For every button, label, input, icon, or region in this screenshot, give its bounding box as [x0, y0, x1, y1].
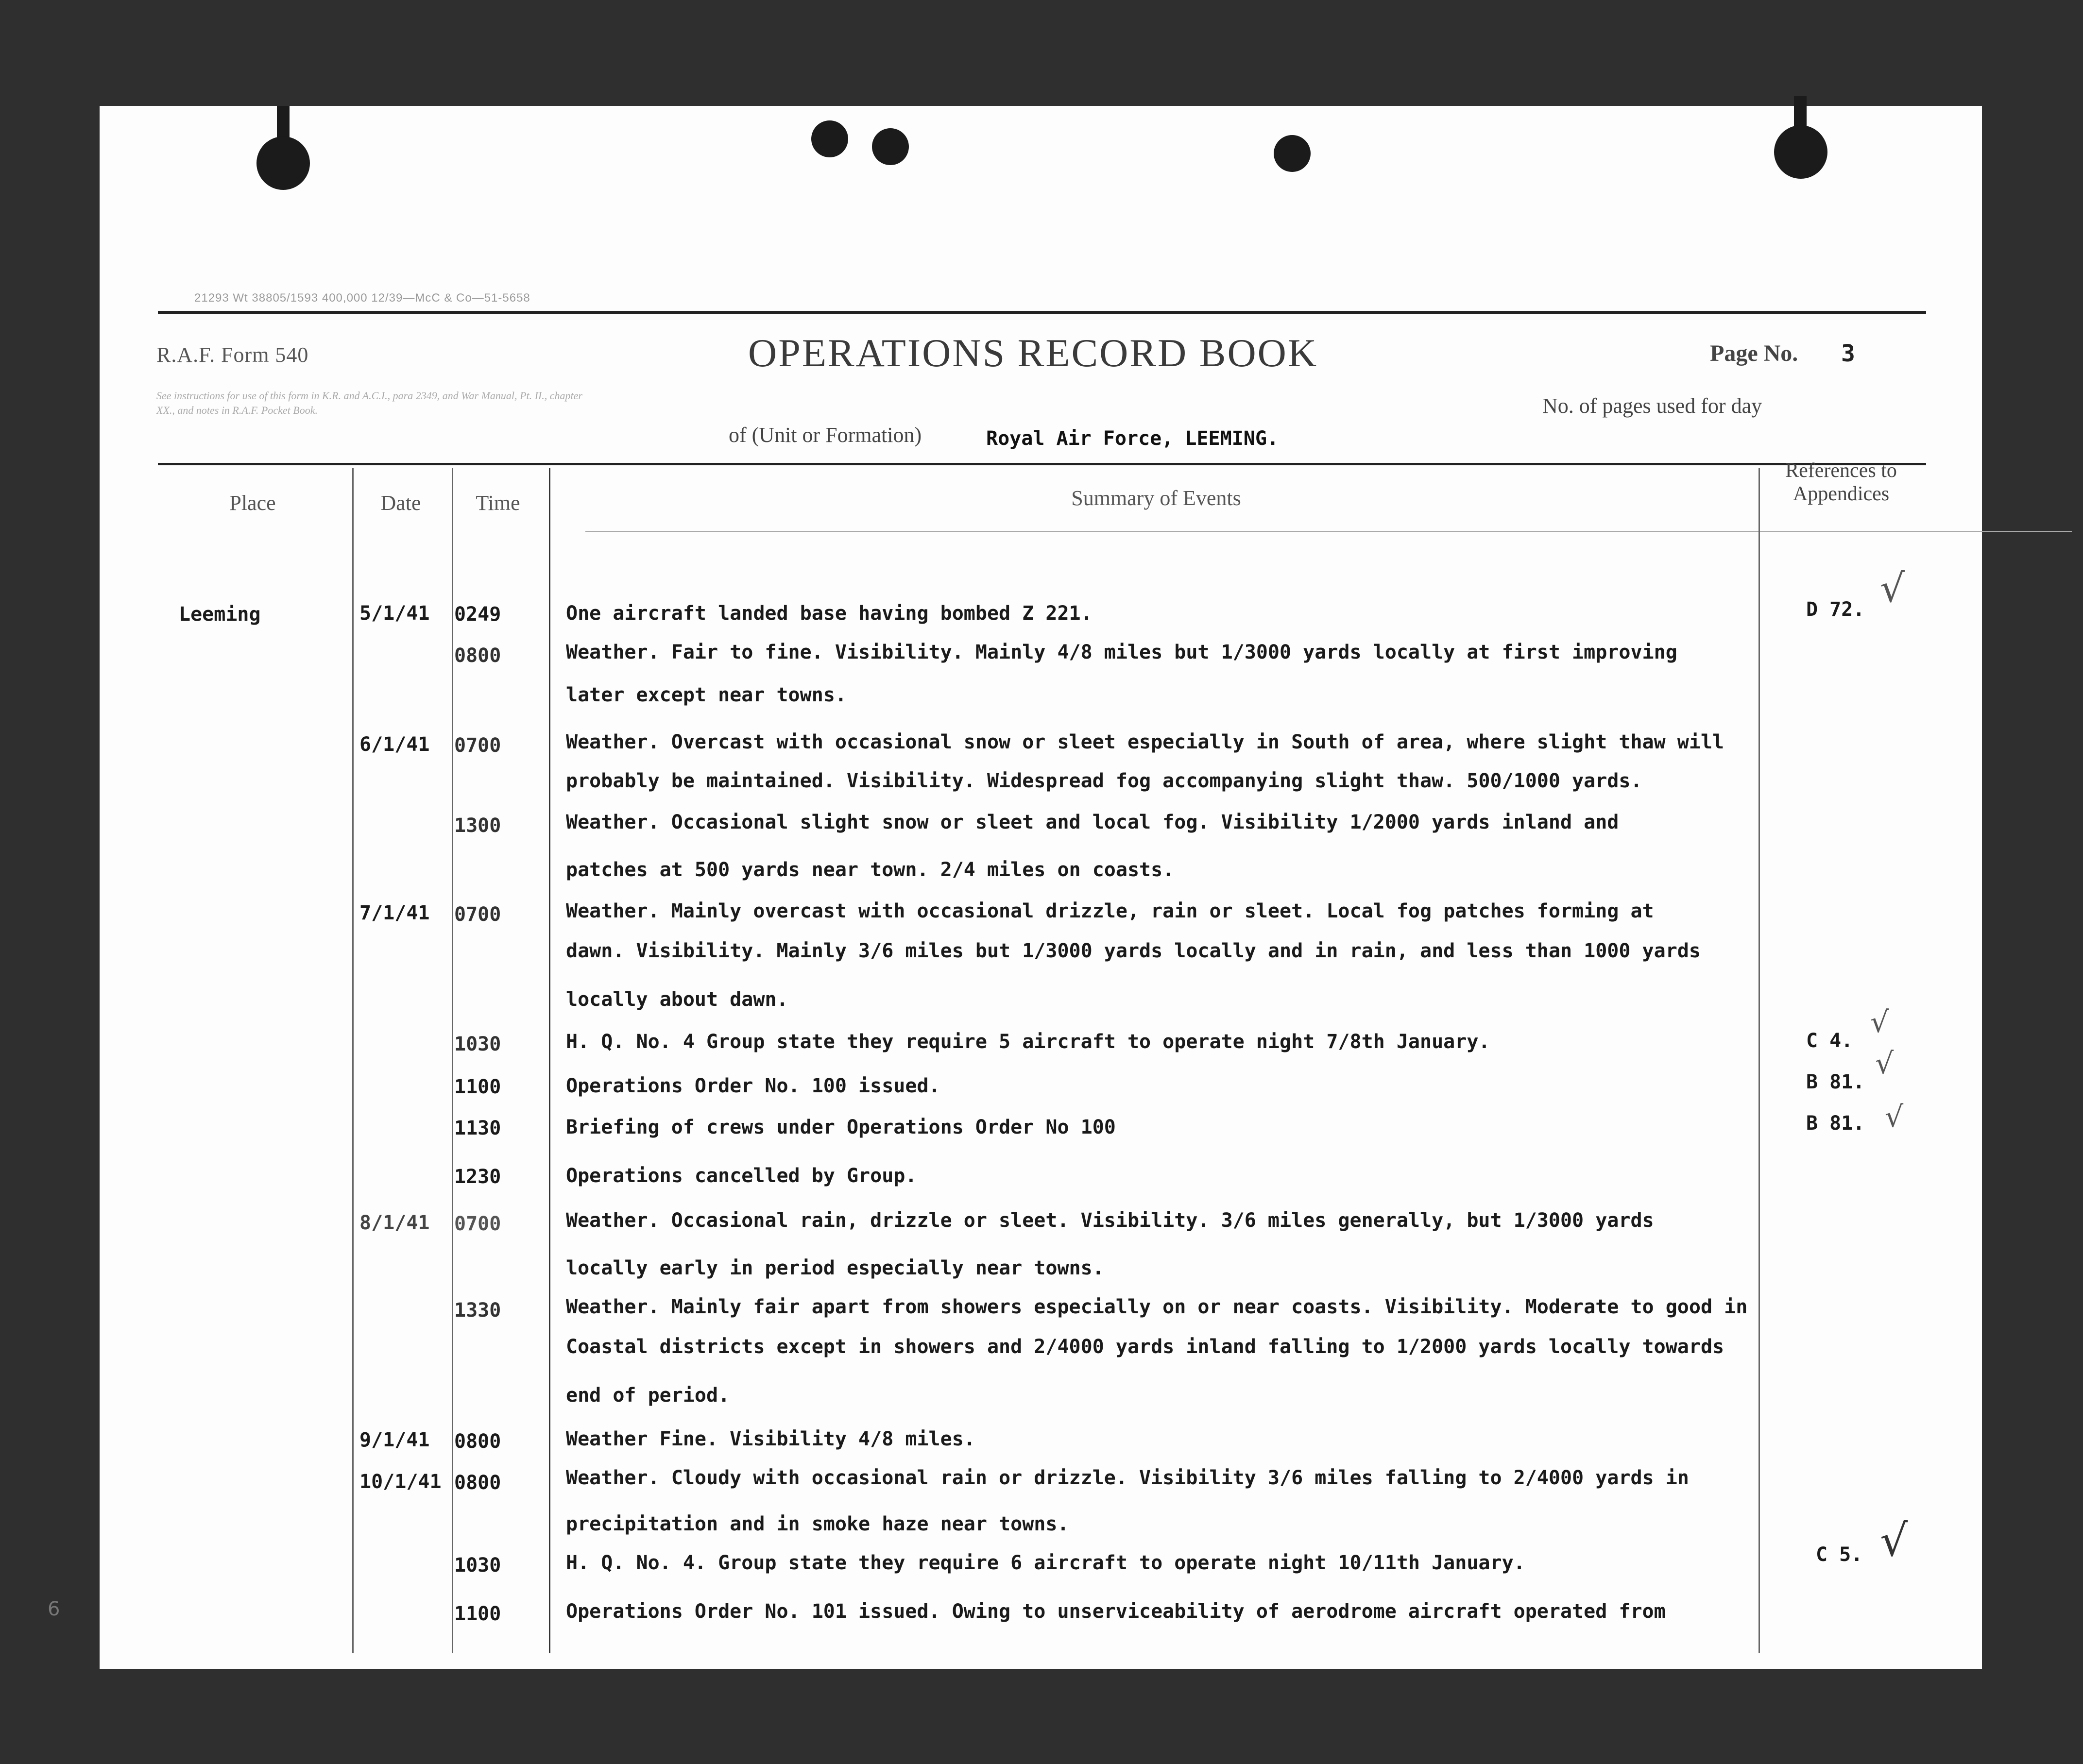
summary-line: Briefing of crews under Operations Order No 100 [566, 1116, 1116, 1138]
summary-line: probably be maintained. Visibility. Widespread fog accompanying slight thaw. 500/1000 yards. [566, 770, 1642, 792]
date-entry: 6/1/41 [359, 733, 430, 756]
time-entry: 0800 [454, 1472, 501, 1494]
time-entry: 1130 [454, 1117, 501, 1139]
appendix-ref: C 5. [1816, 1544, 1863, 1566]
form-instructions: See instructions for use of this form in K.R. and A.C.I., para 2349, and War Manual, Pt. II., chapter XX., and notes in R.A.F. Pocket Book. [156, 390, 582, 416]
summary-line: H. Q. No. 4. Group state they require 6 aircraft to operate night 10/11th January. [566, 1552, 1525, 1574]
col-rule-date [352, 468, 354, 1653]
punch-hole-right [1774, 125, 1827, 179]
appendix-ref: B 81. [1806, 1112, 1865, 1135]
form-top-rule [158, 311, 1926, 313]
punch-hole-mid-1 [811, 120, 848, 157]
time-entry: 1030 [454, 1033, 501, 1055]
summary-line: Weather. Fair to fine. Visibility. Mainly 4/8 miles but 1/3000 yards locally at first improving [566, 641, 1677, 663]
summary-line: Operations Order No. 100 issued. [566, 1075, 940, 1097]
summary-line: Coastal districts except in showers and 2/4000 yards inland falling to 1/2000 yards locally towards [566, 1336, 1724, 1358]
pages-used-label: No. of pages used for day [1542, 394, 1762, 418]
check-mark-icon: √ [1880, 1515, 1908, 1566]
col-rule-summary [549, 468, 550, 1653]
page-number-label: Page No. [1710, 340, 1798, 366]
date-entry: 8/1/41 [359, 1212, 430, 1234]
summary-line: Weather. Mainly overcast with occasional drizzle, rain or sleet. Local fog patches forming at [566, 900, 1654, 922]
summary-line: Weather. Occasional slight snow or sleet and local fog. Visibility 1/2000 yards inland and [566, 811, 1619, 833]
summary-line: Operations Order No. 101 issued. Owing to unserviceability of aerodrome aircraft operated from [566, 1600, 1666, 1623]
margin-mark: 6 [48, 1598, 60, 1620]
summary-line: Weather. Mainly fair apart from showers especially on or near coasts. Visibility. Moderate to good in [566, 1296, 1748, 1318]
column-header-references: References to Appendices [1785, 459, 1897, 505]
time-entry: 0800 [454, 1430, 501, 1453]
printer-imprint: 21293 Wt 38805/1593 400,000 12/39—McC & Co—51-5658 [194, 291, 530, 305]
column-header-place: Place [229, 491, 276, 515]
check-mark-icon: √ [1875, 1047, 1894, 1081]
summary-line: dawn. Visibility. Mainly 3/6 miles but 1/3000 yards locally and in rain, and less than 1000 yards [566, 940, 1701, 962]
time-entry: 1100 [454, 1076, 501, 1098]
time-entry: 0700 [454, 903, 501, 926]
date-entry: 10/1/41 [359, 1471, 442, 1493]
time-entry: 0700 [454, 734, 501, 757]
form-header-rule [163, 463, 1926, 465]
appendix-ref: D 72. [1806, 598, 1865, 621]
place-entry: Leeming [179, 603, 261, 626]
time-entry: 1230 [454, 1166, 501, 1188]
time-entry: 0800 [454, 645, 501, 667]
summary-line: later except near towns. [566, 684, 847, 706]
summary-line: One aircraft landed base having bombed Z 221. [566, 602, 1093, 625]
summary-line: Weather. Occasional rain, drizzle or sleet. Visibility. 3/6 miles generally, but 1/3000 yards [566, 1209, 1654, 1232]
header-under-rule [585, 531, 2072, 532]
column-header-time: Time [476, 491, 520, 515]
summary-line: end of period. [566, 1384, 730, 1407]
time-entry: 1100 [454, 1603, 501, 1625]
time-entry: 1330 [454, 1299, 501, 1322]
time-entry: 1030 [454, 1554, 501, 1577]
column-header-summary: Summary of Events [1071, 486, 1241, 510]
summary-line: patches at 500 yards near town. 2/4 miles on coasts. [566, 859, 1175, 881]
time-entry: 0700 [454, 1213, 501, 1235]
summary-line: locally early in period especially near towns. [566, 1257, 1104, 1279]
appendix-ref: C 4. [1806, 1030, 1853, 1052]
summary-line: Weather. Cloudy with occasional rain or drizzle. Visibility 3/6 miles falling to 2/4000 yards in [566, 1467, 1689, 1489]
appendix-ref: B 81. [1806, 1071, 1865, 1093]
check-mark-icon: √ [1885, 1100, 1904, 1134]
unit-label: of (Unit or Formation) [729, 423, 922, 447]
check-mark-icon: √ [1870, 1005, 1889, 1039]
unit-value: Royal Air Force, LEEMING. [986, 427, 1279, 450]
date-entry: 5/1/41 [359, 602, 430, 625]
punch-hole-mid-3 [1274, 135, 1311, 172]
page-number-value: 3 [1841, 340, 1855, 367]
check-mark-icon: √ [1880, 566, 1905, 611]
page-title: OPERATIONS RECORD BOOK [748, 331, 1318, 375]
time-entry: 0249 [454, 603, 501, 626]
punch-hole-left [256, 136, 310, 190]
col-rule-refs [1759, 468, 1760, 1653]
summary-line: H. Q. No. 4 Group state they require 5 aircraft to operate night 7/8th January. [566, 1031, 1490, 1053]
date-entry: 7/1/41 [359, 902, 430, 924]
summary-line: Weather. Overcast with occasional snow or sleet especially in South of area, where slight thaw will [566, 731, 1724, 753]
date-entry: 9/1/41 [359, 1429, 430, 1451]
summary-line: locally about dawn. [566, 988, 788, 1011]
col-rule-time [452, 468, 453, 1653]
time-entry: 1300 [454, 814, 501, 837]
summary-line: Weather Fine. Visibility 4/8 miles. [566, 1428, 975, 1450]
summary-line: Operations cancelled by Group. [566, 1165, 917, 1187]
column-header-date: Date [380, 491, 421, 515]
punch-hole-mid-2 [872, 128, 909, 165]
summary-line: precipitation and in smoke haze near towns. [566, 1513, 1069, 1535]
form-number: R.A.F. Form 540 [156, 343, 309, 367]
